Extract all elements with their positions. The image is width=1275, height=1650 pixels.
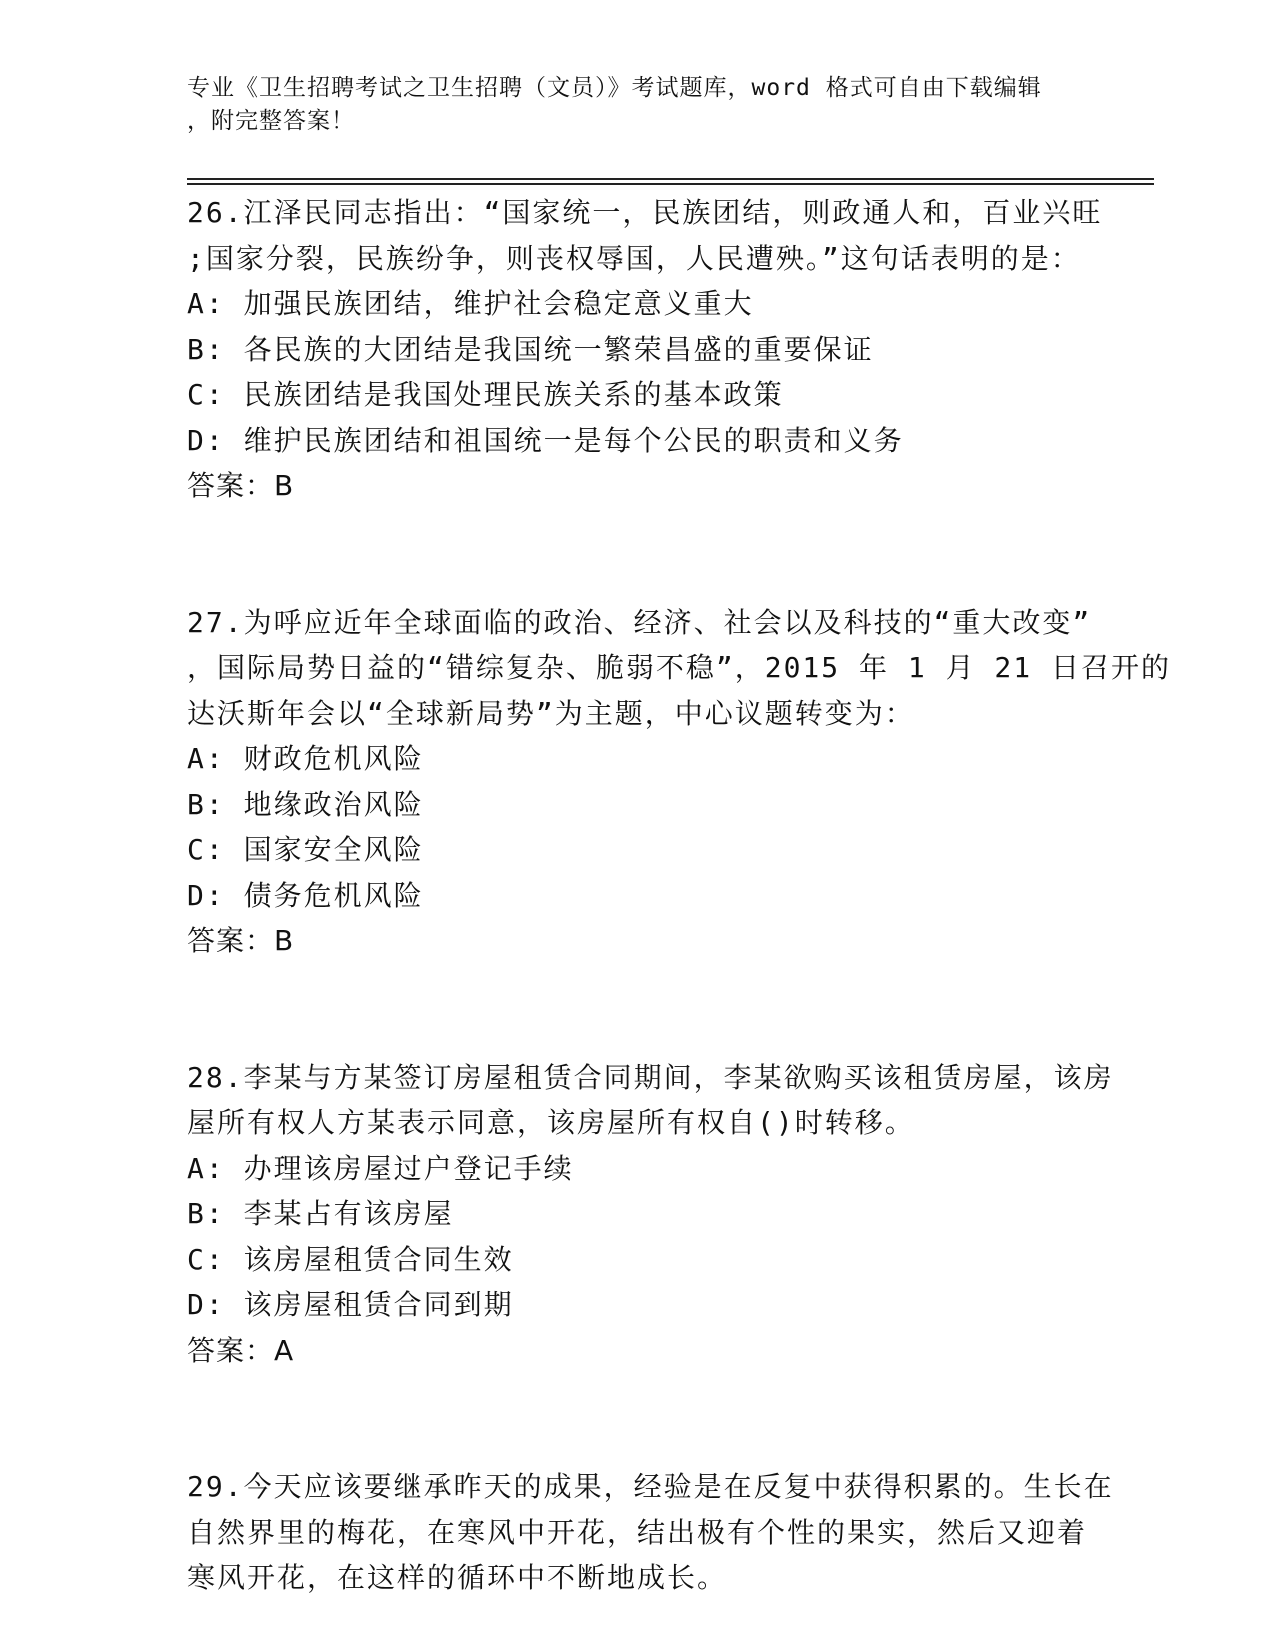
question-text-line: 自然界里的梅花，在寒风中开花，结出极有个性的果实，然后又迎着 bbox=[187, 1515, 1088, 1549]
option-c: C: 民族团结是我国处理民族关系的基本政策 bbox=[187, 378, 784, 411]
option-d: D: 维护民族团结和祖国统一是每个公民的职责和义务 bbox=[187, 423, 904, 457]
option-b: B: 地缘政治风险 bbox=[187, 787, 424, 821]
option-a: A: 财政危机风险 bbox=[187, 742, 424, 775]
question-gap bbox=[187, 1373, 1087, 1464]
question-text-line: ，国际局势日益的“错综复杂、脆弱不稳”，2015 年 1 月 21 日召开的 bbox=[187, 651, 1172, 684]
option-b: B: 各民族的大团结是我国统一繁荣昌盛的重要保证 bbox=[187, 332, 874, 366]
question-text-line: 28.李某与方某签订房屋租赁合同期间，李某欲购买该租赁房屋，该房 bbox=[187, 1060, 1114, 1094]
answer-line: 答案：B bbox=[187, 924, 295, 957]
question-list bbox=[187, 190, 1172, 1601]
question-text-line: 屋所有权人方某表示同意，该房屋所有权自()时转移。 bbox=[187, 1106, 915, 1139]
question-text-line: ;国家分裂，民族纷争，则丧权辱国，人民遭殃。”这句话表明的是： bbox=[187, 241, 1081, 275]
option-c: C: 该房屋租赁合同生效 bbox=[187, 1242, 514, 1276]
header-divider-top bbox=[187, 178, 1154, 180]
question-28 bbox=[187, 1055, 1114, 1374]
question-text-line: 27.为呼应近年全球面临的政治、经济、社会以及科技的“重大改变” bbox=[187, 605, 1092, 639]
option-b: B: 李某占有该房屋 bbox=[187, 1197, 454, 1230]
header-line-2: ，附完整答案！ bbox=[187, 108, 355, 134]
option-a: A: 办理该房屋过户登记手续 bbox=[187, 1151, 574, 1185]
option-c: C: 国家安全风险 bbox=[187, 833, 424, 866]
question-text-line: 达沃斯年会以“全球新局势”为主题，中心议题转变为： bbox=[187, 696, 915, 730]
header-divider-bottom bbox=[187, 183, 1154, 185]
question-text-line: 寒风开花，在这样的循环中不断地成长。 bbox=[187, 1561, 728, 1594]
option-d: D: 债务危机风险 bbox=[187, 878, 424, 912]
question-29 bbox=[187, 1464, 1114, 1601]
question-27 bbox=[187, 600, 1172, 964]
question-text-line: 29.今天应该要继承昨天的成果，经验是在反复中获得积累的。生长在 bbox=[187, 1470, 1114, 1503]
document-header bbox=[187, 72, 1087, 138]
question-gap bbox=[187, 964, 1087, 1055]
option-d: D: 该房屋租赁合同到期 bbox=[187, 1288, 514, 1321]
answer-line: 答案：B bbox=[187, 469, 295, 502]
option-a: A: 加强民族团结，维护社会稳定意义重大 bbox=[187, 287, 754, 320]
header-line-1: 专业《卫生招聘考试之卫生招聘（文员）》考试题库，word 格式可自由下载编辑 bbox=[187, 75, 1042, 101]
answer-line: 答案：A bbox=[187, 1333, 295, 1367]
question-text-line: 26.江泽民同志指出：“国家统一，民族团结，则政通人和，百业兴旺 bbox=[187, 196, 1103, 229]
question-gap bbox=[187, 509, 1087, 600]
question-26 bbox=[187, 190, 1103, 509]
